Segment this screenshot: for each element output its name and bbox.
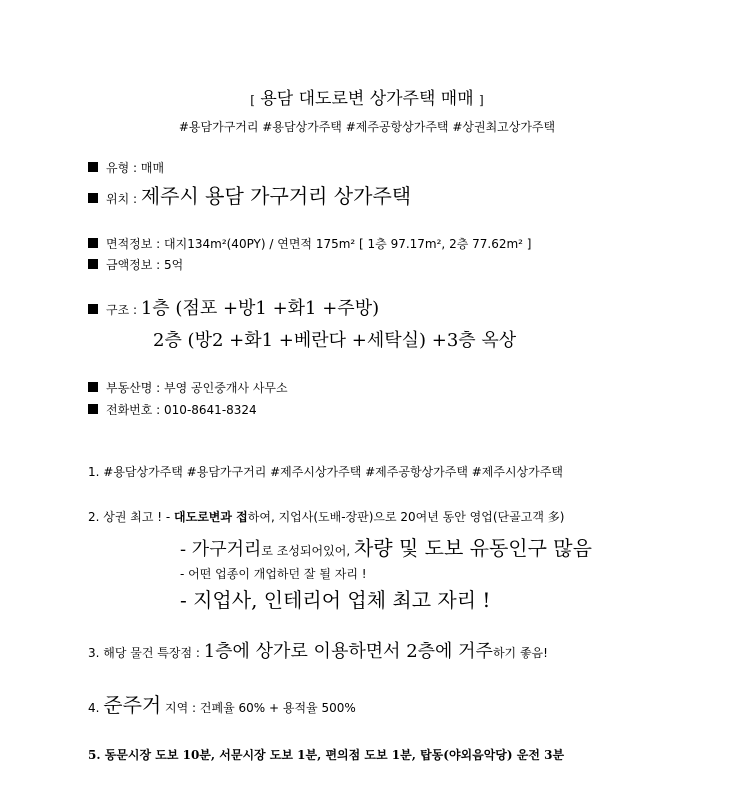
bullet-square-icon — [88, 382, 98, 392]
info-area: 면적정보 : 대지134m²(40PY) / 연면적 175m² [ 1층 97.17m², 2층 77.62m² ] — [88, 235, 531, 252]
location-value: 제주시 용담 가구거리 상가주택 — [140, 184, 412, 208]
info-agency: 부동산명 : 부영 공인중개사 사무소 — [88, 379, 288, 396]
bullet-square-icon — [88, 304, 98, 314]
hashtags: #용담가구거리 #용담상가주택 #제주공항상가주택 #상권최고상가주택 — [178, 120, 556, 134]
structure-line-2: 2층 (방2 +화1 +베란다 +세탁실) +3층 옥상 — [153, 330, 517, 351]
info-type: 유형 : 매매 — [88, 159, 164, 176]
info-location: 위치 : 제주시 용담 가구거리 상가주택 — [88, 180, 411, 209]
page-title — [0, 84, 734, 109]
info-phone: 전화번호 : 010-8641-8324 — [88, 401, 257, 418]
point-2-sub-2: - 어떤 업종이 개업하던 잘 될 자리 ! — [180, 567, 367, 581]
info-structure: 구조 : 1층 (점포 +방1 +화1 +주방) — [88, 294, 379, 320]
point-2-sub-3: - 지업사, 인테리어 업체 최고 자리 ! — [180, 588, 491, 612]
bullet-square-icon — [88, 193, 98, 203]
bullet-square-icon — [88, 404, 98, 414]
structure-line-1: 1층 (점포 +방1 +화1 +주방) — [140, 298, 380, 319]
title-bracket-close: ] — [479, 93, 484, 107]
title-bracket-open: [ — [250, 93, 255, 107]
point-1: 1. #용담상가주택 #용담가구거리 #제주시상가주택 #제주공항상가주택 #제주시상가주택 — [88, 465, 563, 479]
point-4: 4. 준주거 지역 : 건폐율 60% + 용적율 500% — [88, 693, 356, 717]
point-5: 5. 동문시장 도보 10분, 서문시장 도보 1분, 편의점 도보 1분, 탑동(야외음악당) 운전 3분 — [88, 748, 565, 762]
bullet-square-icon — [88, 162, 98, 172]
title-text: 용담 대도로변 상가주택 매매 — [260, 89, 474, 109]
info-price: 금액정보 : 5억 — [88, 256, 183, 273]
point-2-sub-1: - 가구거리로 조성되어있어, 차량 및 도보 유동인구 많음 — [180, 536, 592, 560]
bullet-square-icon — [88, 259, 98, 269]
point-3: 3. 해당 물건 특장점 : 1층에 상가로 이용하면서 2층에 거주하기 좋음! — [88, 641, 548, 662]
point-2: 2. 상권 최고 ! - 대도로변과 접하여, 지업사(도배-장판)으로 20여년 동안 영업(단골고객 多) — [88, 510, 565, 524]
bullet-square-icon — [88, 238, 98, 248]
